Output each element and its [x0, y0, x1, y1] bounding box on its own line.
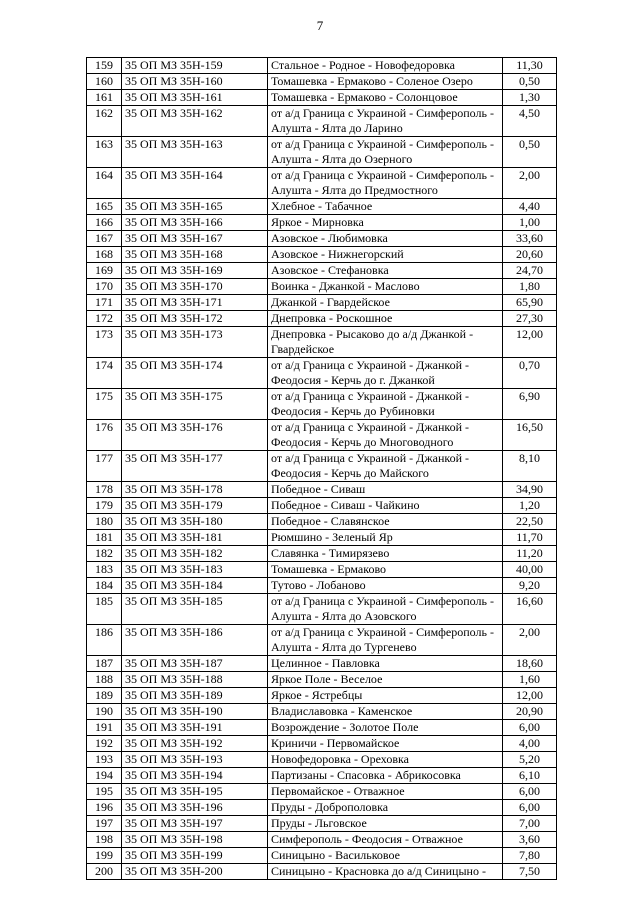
road-length-cell: 1,30: [503, 90, 557, 106]
road-code-cell: 35 ОП МЗ 35Н-162: [122, 106, 268, 137]
row-number-cell: 198: [87, 832, 122, 848]
road-length-cell: 0,50: [503, 74, 557, 90]
row-number-cell: 187: [87, 656, 122, 672]
road-code-cell: 35 ОП МЗ 35Н-177: [122, 451, 268, 482]
road-length-cell: 11,20: [503, 546, 557, 562]
table-row: [87, 311, 557, 327]
table-row: [87, 656, 557, 672]
road-length-cell: 6,90: [503, 389, 557, 420]
road-code-cell: 35 ОП МЗ 35Н-171: [122, 295, 268, 311]
table-row: [87, 752, 557, 768]
row-number-cell: 159: [87, 58, 122, 74]
road-code-cell: 35 ОП МЗ 35Н-193: [122, 752, 268, 768]
road-length-cell: 5,20: [503, 752, 557, 768]
road-name-cell: Томашевка - Ермаково: [268, 562, 503, 578]
road-length-cell: 4,40: [503, 199, 557, 215]
table-row: [87, 594, 557, 625]
row-number-cell: 166: [87, 215, 122, 231]
table-row: [87, 736, 557, 752]
table-row: [87, 168, 557, 199]
road-name-cell: от а/д Граница с Украиной - Симферополь - Алушта - Ялта до Ларино: [268, 106, 503, 137]
road-code-cell: 35 ОП МЗ 35Н-164: [122, 168, 268, 199]
table-row: [87, 451, 557, 482]
road-name-cell: Тутово - Лобаново: [268, 578, 503, 594]
road-length-cell: 11,70: [503, 530, 557, 546]
road-length-cell: 4,50: [503, 106, 557, 137]
table-row: [87, 90, 557, 106]
road-code-cell: 35 ОП МЗ 35Н-172: [122, 311, 268, 327]
road-name-cell: Победное - Сиваш: [268, 482, 503, 498]
table-row: [87, 58, 557, 74]
road-code-cell: 35 ОП МЗ 35Н-184: [122, 578, 268, 594]
row-number-cell: 178: [87, 482, 122, 498]
table-row: [87, 389, 557, 420]
road-name-cell: Азовское - Нижнегорский: [268, 247, 503, 263]
road-name-cell: Славянка - Тимирязево: [268, 546, 503, 562]
row-number-cell: 186: [87, 625, 122, 656]
road-code-cell: 35 ОП МЗ 35Н-168: [122, 247, 268, 263]
road-code-cell: 35 ОП МЗ 35Н-166: [122, 215, 268, 231]
road-name-cell: Владиславовка - Каменское: [268, 704, 503, 720]
row-number-cell: 172: [87, 311, 122, 327]
road-length-cell: 16,60: [503, 594, 557, 625]
road-name-cell: Яркое - Мирновка: [268, 215, 503, 231]
road-length-cell: 12,00: [503, 327, 557, 358]
table-row: [87, 530, 557, 546]
row-number-cell: 160: [87, 74, 122, 90]
row-number-cell: 180: [87, 514, 122, 530]
road-name-cell: Рюмшино - Зеленый Яр: [268, 530, 503, 546]
row-number-cell: 169: [87, 263, 122, 279]
road-name-cell: от а/д Граница с Украиной - Джанкой - Феодосия - Керчь до Майского: [268, 451, 503, 482]
road-code-cell: 35 ОП МЗ 35Н-174: [122, 358, 268, 389]
road-name-cell: Джанкой - Гвардейское: [268, 295, 503, 311]
table-row: [87, 247, 557, 263]
row-number-cell: 167: [87, 231, 122, 247]
road-name-cell: Воинка - Джанкой - Маслово: [268, 279, 503, 295]
row-number-cell: 191: [87, 720, 122, 736]
road-length-cell: 6,00: [503, 800, 557, 816]
road-code-cell: 35 ОП МЗ 35Н-159: [122, 58, 268, 74]
road-length-cell: 16,50: [503, 420, 557, 451]
road-name-cell: Днепровка - Рысаково до а/д Джанкой - Гвардейское: [268, 327, 503, 358]
road-code-cell: 35 ОП МЗ 35Н-196: [122, 800, 268, 816]
road-name-cell: Днепровка - Роскошное: [268, 311, 503, 327]
road-name-cell: от а/д Граница с Украиной - Симферополь - Алушта - Ялта до Азовского: [268, 594, 503, 625]
road-length-cell: 11,30: [503, 58, 557, 74]
table-row: [87, 514, 557, 530]
road-code-cell: 35 ОП МЗ 35Н-179: [122, 498, 268, 514]
road-name-cell: Симферополь - Феодосия - Отважное: [268, 832, 503, 848]
road-length-cell: 2,00: [503, 625, 557, 656]
row-number-cell: 168: [87, 247, 122, 263]
road-length-cell: 9,20: [503, 578, 557, 594]
road-name-cell: Азовское - Стефановка: [268, 263, 503, 279]
road-code-cell: 35 ОП МЗ 35Н-182: [122, 546, 268, 562]
road-length-cell: 0,70: [503, 358, 557, 389]
road-name-cell: Партизаны - Спасовка - Абрикосовка: [268, 768, 503, 784]
road-name-cell: Яркое - Ястребцы: [268, 688, 503, 704]
table-row: [87, 106, 557, 137]
road-length-cell: 20,60: [503, 247, 557, 263]
table-row: [87, 295, 557, 311]
row-number-cell: 175: [87, 389, 122, 420]
row-number-cell: 170: [87, 279, 122, 295]
road-code-cell: 35 ОП МЗ 35Н-161: [122, 90, 268, 106]
road-length-cell: 6,00: [503, 784, 557, 800]
row-number-cell: 181: [87, 530, 122, 546]
road-code-cell: 35 ОП МЗ 35Н-167: [122, 231, 268, 247]
row-number-cell: 161: [87, 90, 122, 106]
road-name-cell: Пруды - Доброполовка: [268, 800, 503, 816]
row-number-cell: 189: [87, 688, 122, 704]
road-name-cell: от а/д Граница с Украиной - Джанкой - Феодосия - Керчь до г. Джанкой: [268, 358, 503, 389]
road-code-cell: 35 ОП МЗ 35Н-186: [122, 625, 268, 656]
table-row: [87, 625, 557, 656]
road-name-cell: от а/д Граница с Украиной - Симферополь - Алушта - Ялта до Предмостного: [268, 168, 503, 199]
table-row: [87, 832, 557, 848]
road-code-cell: 35 ОП МЗ 35Н-178: [122, 482, 268, 498]
road-code-cell: 35 ОП МЗ 35Н-183: [122, 562, 268, 578]
row-number-cell: 194: [87, 768, 122, 784]
row-number-cell: 174: [87, 358, 122, 389]
road-name-cell: Синицыно - Васильковое: [268, 848, 503, 864]
table-row: [87, 816, 557, 832]
road-length-cell: 18,60: [503, 656, 557, 672]
road-length-cell: 12,00: [503, 688, 557, 704]
roads-table-body: [87, 58, 557, 880]
road-code-cell: 35 ОП МЗ 35Н-176: [122, 420, 268, 451]
road-length-cell: 1,20: [503, 498, 557, 514]
road-code-cell: 35 ОП МЗ 35Н-189: [122, 688, 268, 704]
row-number-cell: 183: [87, 562, 122, 578]
table-row: [87, 358, 557, 389]
table-row: [87, 498, 557, 514]
road-name-cell: от а/д Граница с Украиной - Симферополь - Алушта - Ялта до Тургенево: [268, 625, 503, 656]
road-name-cell: Новофедоровка - Ореховка: [268, 752, 503, 768]
row-number-cell: 200: [87, 864, 122, 880]
road-length-cell: 27,30: [503, 311, 557, 327]
table-row: [87, 482, 557, 498]
row-number-cell: 199: [87, 848, 122, 864]
table-row: [87, 562, 557, 578]
table-row: [87, 199, 557, 215]
table-row: [87, 231, 557, 247]
road-name-cell: Целинное - Павловка: [268, 656, 503, 672]
row-number-cell: 162: [87, 106, 122, 137]
row-number-cell: 184: [87, 578, 122, 594]
table-row: [87, 800, 557, 816]
row-number-cell: 177: [87, 451, 122, 482]
road-length-cell: 24,70: [503, 263, 557, 279]
row-number-cell: 179: [87, 498, 122, 514]
road-length-cell: 8,10: [503, 451, 557, 482]
road-length-cell: 20,90: [503, 704, 557, 720]
row-number-cell: 182: [87, 546, 122, 562]
road-code-cell: 35 ОП МЗ 35Н-181: [122, 530, 268, 546]
row-number-cell: 196: [87, 800, 122, 816]
table-row: [87, 578, 557, 594]
road-length-cell: 34,90: [503, 482, 557, 498]
road-code-cell: 35 ОП МЗ 35Н-195: [122, 784, 268, 800]
road-name-cell: Пруды - Льговское: [268, 816, 503, 832]
road-name-cell: Победное - Сиваш - Чайкино: [268, 498, 503, 514]
row-number-cell: 190: [87, 704, 122, 720]
road-name-cell: Победное - Славянское: [268, 514, 503, 530]
roads-table: [86, 57, 557, 880]
road-name-cell: от а/д Граница с Украиной - Симферополь - Алушта - Ялта до Озерного: [268, 137, 503, 168]
row-number-cell: 185: [87, 594, 122, 625]
road-length-cell: 2,00: [503, 168, 557, 199]
table-row: [87, 720, 557, 736]
row-number-cell: 163: [87, 137, 122, 168]
table-row: [87, 784, 557, 800]
road-name-cell: от а/д Граница с Украиной - Джанкой - Феодосия - Керчь до Многоводного: [268, 420, 503, 451]
road-length-cell: 33,60: [503, 231, 557, 247]
road-length-cell: 0,50: [503, 137, 557, 168]
row-number-cell: 197: [87, 816, 122, 832]
road-name-cell: Криничи - Первомайское: [268, 736, 503, 752]
road-name-cell: Азовское - Любимовка: [268, 231, 503, 247]
row-number-cell: 192: [87, 736, 122, 752]
table-row: [87, 704, 557, 720]
road-length-cell: 40,00: [503, 562, 557, 578]
road-name-cell: Синицыно - Красновка до а/д Синицыно -: [268, 864, 503, 880]
road-code-cell: 35 ОП МЗ 35Н-198: [122, 832, 268, 848]
road-code-cell: 35 ОП МЗ 35Н-163: [122, 137, 268, 168]
table-row: [87, 327, 557, 358]
table-row: [87, 546, 557, 562]
row-number-cell: 195: [87, 784, 122, 800]
page-number: 7: [316, 18, 324, 33]
road-name-cell: Томашевка - Ермаково - Соленое Озеро: [268, 74, 503, 90]
table-row: [87, 74, 557, 90]
road-length-cell: 22,50: [503, 514, 557, 530]
table-row: [87, 420, 557, 451]
road-code-cell: 35 ОП МЗ 35Н-175: [122, 389, 268, 420]
road-name-cell: Хлебное - Табачное: [268, 199, 503, 215]
road-code-cell: 35 ОП МЗ 35Н-180: [122, 514, 268, 530]
road-code-cell: 35 ОП МЗ 35Н-197: [122, 816, 268, 832]
row-number-cell: 164: [87, 168, 122, 199]
road-code-cell: 35 ОП МЗ 35Н-160: [122, 74, 268, 90]
road-length-cell: 7,80: [503, 848, 557, 864]
row-number-cell: 165: [87, 199, 122, 215]
table-row: [87, 263, 557, 279]
road-code-cell: 35 ОП МЗ 35Н-194: [122, 768, 268, 784]
table-row: [87, 137, 557, 168]
road-name-cell: от а/д Граница с Украиной - Джанкой - Феодосия - Керчь до Рубиновки: [268, 389, 503, 420]
road-length-cell: 6,00: [503, 720, 557, 736]
road-code-cell: 35 ОП МЗ 35Н-191: [122, 720, 268, 736]
road-length-cell: 7,50: [503, 864, 557, 880]
road-name-cell: Первомайское - Отважное: [268, 784, 503, 800]
road-code-cell: 35 ОП МЗ 35Н-165: [122, 199, 268, 215]
road-code-cell: 35 ОП МЗ 35Н-188: [122, 672, 268, 688]
road-length-cell: 4,00: [503, 736, 557, 752]
road-code-cell: 35 ОП МЗ 35Н-173: [122, 327, 268, 358]
road-code-cell: 35 ОП МЗ 35Н-185: [122, 594, 268, 625]
road-length-cell: 6,10: [503, 768, 557, 784]
row-number-cell: 193: [87, 752, 122, 768]
road-code-cell: 35 ОП МЗ 35Н-199: [122, 848, 268, 864]
road-length-cell: 3,60: [503, 832, 557, 848]
table-row: [87, 864, 557, 880]
table-row: [87, 672, 557, 688]
row-number-cell: 176: [87, 420, 122, 451]
road-code-cell: 35 ОП МЗ 35Н-187: [122, 656, 268, 672]
road-length-cell: 1,80: [503, 279, 557, 295]
road-name-cell: Стальное - Родное - Новофедоровка: [268, 58, 503, 74]
road-length-cell: 1,00: [503, 215, 557, 231]
table-row: [87, 215, 557, 231]
road-length-cell: 1,60: [503, 672, 557, 688]
row-number-cell: 171: [87, 295, 122, 311]
row-number-cell: 173: [87, 327, 122, 358]
road-length-cell: 65,90: [503, 295, 557, 311]
road-name-cell: Возрождение - Золотое Поле: [268, 720, 503, 736]
road-name-cell: Томашевка - Ермаково - Солонцовое: [268, 90, 503, 106]
road-length-cell: 7,00: [503, 816, 557, 832]
row-number-cell: 188: [87, 672, 122, 688]
table-row: [87, 848, 557, 864]
road-code-cell: 35 ОП МЗ 35Н-170: [122, 279, 268, 295]
table-row: [87, 688, 557, 704]
road-code-cell: 35 ОП МЗ 35Н-169: [122, 263, 268, 279]
road-code-cell: 35 ОП МЗ 35Н-190: [122, 704, 268, 720]
table-row: [87, 768, 557, 784]
road-code-cell: 35 ОП МЗ 35Н-200: [122, 864, 268, 880]
road-name-cell: Яркое Поле - Веселое: [268, 672, 503, 688]
road-code-cell: 35 ОП МЗ 35Н-192: [122, 736, 268, 752]
table-row: [87, 279, 557, 295]
